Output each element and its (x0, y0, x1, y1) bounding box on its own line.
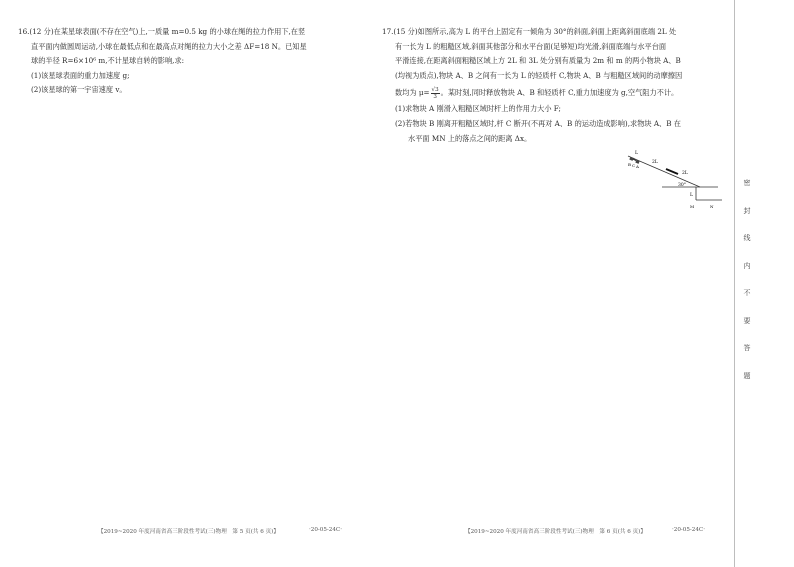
seal-char-4: 内 (743, 261, 751, 270)
q17-subquestion-2: (2)若物块 B 刚离开粗糙区域时,杆 C 断开(不再对 A、B 的运动造成影响),求物块 A、B 在 (395, 118, 681, 128)
binding-line (734, 0, 735, 567)
incline-surface (628, 156, 700, 187)
mu-prefix: 数均为 μ= (395, 88, 430, 98)
label-m: M (690, 204, 695, 209)
mu-fraction (431, 87, 440, 100)
seal-char-6: 要 (743, 316, 751, 325)
mu-numerator: √3 (431, 86, 439, 93)
block-b (629, 157, 633, 161)
seal-notice (740, 178, 754, 398)
question-16 (18, 25, 364, 98)
q17-line-2: 有一长为 L 的粗糙区域,斜面其他部分和水平台面(足够短)均光滑,斜面底端与水平台面 (395, 41, 667, 51)
incline-diagram (622, 150, 724, 216)
footer-left-code: ·20-05-24C· (309, 527, 342, 533)
q17-line-3: 平滑连接,在距离斜面粗糙区域上方 2L 和 3L 处分别有质量为 2m 和 m 的两小物块 A、B (395, 56, 681, 66)
q16-subquestion-1: (1)该星球表面的重力加速度 g; (31, 70, 130, 80)
q17-line-1: 17.(15 分)如图所示,高为 L 的平台上固定有一倾角为 30°的斜面,斜面上距离斜面底端 2L 处 (382, 27, 677, 36)
label-2l-upper: 2L (652, 160, 658, 165)
mu-denominator: 3 (433, 93, 437, 100)
q17-subquestion-2-cont: 水平面 MN 上的落点之间的距离 Δx。 (408, 133, 532, 143)
label-l-top: L (635, 151, 638, 156)
label-l-height: L (690, 193, 693, 198)
label-a: A (636, 164, 639, 169)
q16-line-2: 直平面内做圆周运动,小球在最低点和在最高点对绳的拉力大小之差 ΔF=18 N。已知星 (31, 41, 307, 51)
seal-char-8: 题 (743, 371, 751, 380)
label-angle: 30° (678, 183, 686, 188)
q17-subquestion-1: (1)求物块 A 刚滑入粗糙区域时杆上的作用力大小 F; (395, 104, 561, 114)
footer-left: 【2019~2020 年度河南省高三阶段性考试(三)物理 第 5 页(共 6 页)】 (98, 529, 279, 535)
question-17 (382, 25, 728, 146)
label-2l-lower: 2L (682, 171, 688, 176)
seal-char-1: 密 (743, 179, 751, 187)
seal-char-3: 线 (743, 234, 751, 242)
footer-right-code: ·20-05-24C· (672, 527, 705, 533)
q16-line-3: 球的半径 R=6×10⁶ m,不计星球自转的影响,求: (31, 56, 185, 66)
label-n: N (710, 204, 714, 209)
q16-subquestion-2: (2)该星球的第一宇宙速度 v。 (31, 85, 127, 95)
q17-line-5 (382, 83, 728, 102)
seal-char-2: 封 (743, 206, 751, 215)
label-b: B (628, 162, 631, 167)
seal-char-5: 不 (743, 289, 751, 297)
footer-right: 【2019~2020 年度河南省高三阶段性考试(三)物理 第 6 页(共 6 页)】 (465, 529, 646, 535)
q16-line-1: 16.(12 分)在某星球表面(不存在空气)上,一质量 m=0.5 kg 的小球在绳的拉力作用下,在竖 (18, 27, 306, 36)
seal-char-7: 答 (743, 344, 751, 352)
label-c: C (632, 163, 636, 168)
mu-suffix: 。某时刻,同时释放物块 A、B 和轻质杆 C,重力加速度为 g,空气阻力不计。 (440, 88, 679, 98)
q17-line-4: (均视为质点),物块 A、B 之间有一长为 L 的轻质杆 C,物块 A、B 与粗糙区域间的动摩擦因 (395, 70, 683, 80)
